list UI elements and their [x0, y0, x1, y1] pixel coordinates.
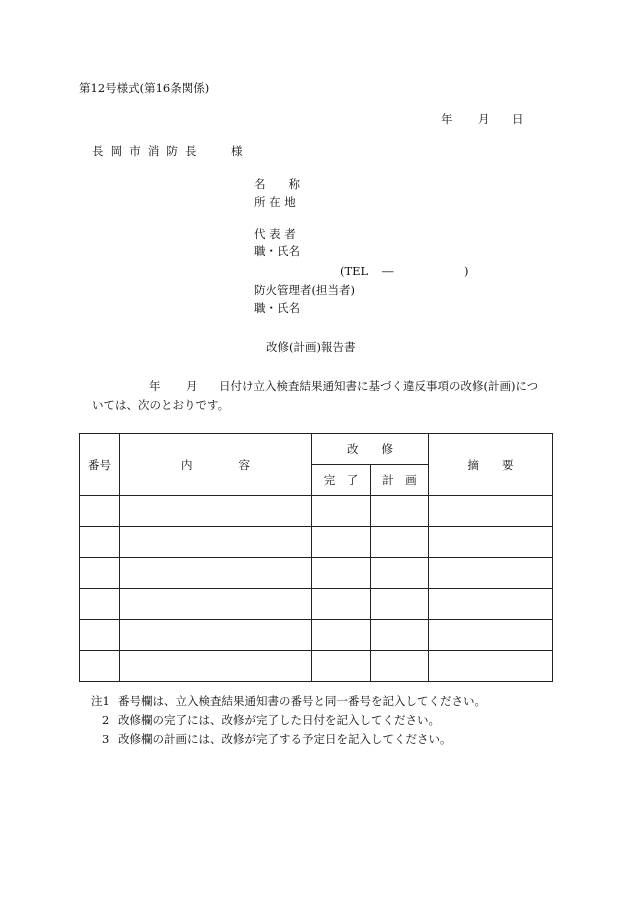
date-day-label: 日 [512, 112, 524, 126]
table-row [80, 651, 553, 682]
table-row [80, 620, 553, 651]
body-text-line-1: 日付け立入検査結果通知書に基づく違反事項の改修(計画)につ [219, 379, 539, 393]
addressee-name: 長 岡 市 消 防 長 [92, 144, 199, 158]
row-remarks-cell[interactable] [429, 620, 553, 651]
row-plan-cell[interactable] [371, 527, 429, 558]
address-label: 所 在 地 [254, 195, 296, 209]
row-number-cell[interactable] [80, 527, 120, 558]
addressee-honorific: 様 [231, 144, 243, 158]
table-row [80, 558, 553, 589]
row-remarks-cell[interactable] [429, 589, 553, 620]
note-2-text: 改修欄の完了には、改修が完了した日付を記入してください。 [118, 713, 440, 727]
row-number-cell[interactable] [80, 589, 120, 620]
tel-close: ) [464, 264, 469, 278]
row-plan-cell[interactable] [371, 496, 429, 527]
row-completed-cell[interactable] [312, 527, 371, 558]
row-contents-cell[interactable] [120, 589, 312, 620]
row-number-cell[interactable] [80, 620, 120, 651]
representative-label: 代 表 者 [254, 227, 296, 241]
row-contents-cell[interactable] [120, 651, 312, 682]
header-plan: 計 画 [371, 465, 429, 496]
row-contents-cell[interactable] [120, 558, 312, 589]
note-3-text: 改修欄の計画には、改修が完了する予定日を記入してください。 [118, 732, 452, 746]
table-row [80, 589, 553, 620]
row-completed-cell[interactable] [312, 589, 371, 620]
representative-title-name-label: 職・氏名 [254, 244, 300, 258]
fire-manager-label: 防火管理者(担当者) [254, 283, 355, 297]
date-year-label: 年 [441, 112, 453, 126]
note-3-marker: 3 [102, 732, 110, 746]
note-2-marker: 2 [102, 713, 110, 727]
row-completed-cell[interactable] [312, 651, 371, 682]
row-remarks-cell[interactable] [429, 651, 553, 682]
date-month-label: 月 [478, 112, 490, 126]
row-remarks-cell[interactable] [429, 558, 553, 589]
row-plan-cell[interactable] [371, 651, 429, 682]
row-remarks-cell[interactable] [429, 496, 553, 527]
tel-label: (TEL [340, 264, 369, 278]
table-row [80, 527, 553, 558]
body-year-label: 年 [149, 379, 161, 393]
note-1-text: 番号欄は、立入検査結果通知書の番号と同一番号を記入してください。 [118, 694, 486, 708]
row-completed-cell[interactable] [312, 558, 371, 589]
header-completed: 完 了 [312, 465, 371, 496]
header-number: 番号 [80, 434, 120, 496]
row-plan-cell[interactable] [371, 589, 429, 620]
name-label: 名 称 [254, 177, 300, 191]
body-month-label: 月 [186, 379, 198, 393]
body-text-line-2: いては、次のとおりです。 [92, 398, 230, 412]
row-number-cell[interactable] [80, 496, 120, 527]
tel-dash: ― [382, 264, 394, 278]
report-table [79, 433, 553, 682]
header-repair: 改 修 [312, 434, 429, 465]
row-contents-cell[interactable] [120, 527, 312, 558]
row-completed-cell[interactable] [312, 496, 371, 527]
row-contents-cell[interactable] [120, 620, 312, 651]
row-contents-cell[interactable] [120, 496, 312, 527]
header-contents: 内 容 [120, 434, 312, 496]
table-row [80, 496, 553, 527]
row-remarks-cell[interactable] [429, 527, 553, 558]
note-1-marker: 注1 [91, 694, 110, 708]
form-number: 第12号様式(第16条関係) [79, 81, 210, 95]
header-remarks: 摘 要 [429, 434, 553, 496]
row-plan-cell[interactable] [371, 558, 429, 589]
row-plan-cell[interactable] [371, 620, 429, 651]
fire-manager-title-name-label: 職・氏名 [254, 301, 300, 315]
row-number-cell[interactable] [80, 651, 120, 682]
document-title: 改修(計画)報告書 [266, 340, 356, 354]
row-completed-cell[interactable] [312, 620, 371, 651]
row-number-cell[interactable] [80, 558, 120, 589]
